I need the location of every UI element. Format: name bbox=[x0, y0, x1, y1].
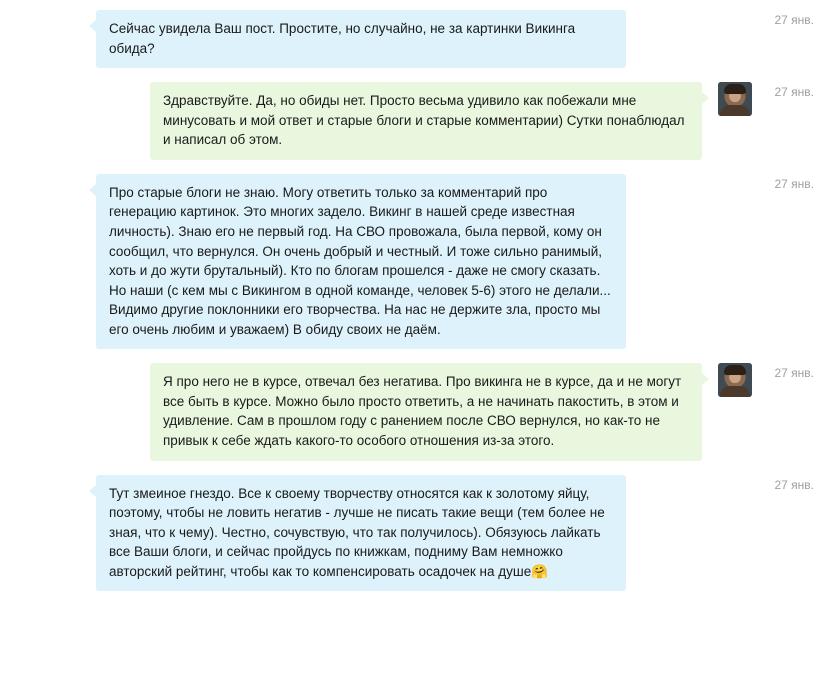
message-row bbox=[0, 363, 822, 460]
message-bubble-wrap bbox=[96, 174, 626, 350]
message-timestamp: 27 янв. bbox=[774, 366, 814, 381]
message-timestamp: 27 янв. bbox=[774, 477, 814, 492]
message-timestamp: 27 янв. bbox=[774, 13, 814, 27]
message-text[interactable]: Здравствуйте. Да, но обиды нет. Просто весьма удивило как побежали мне минусовать и мой ответ и старые блоги и старые комментарии) Сутки понаблюдал и написал об этом. bbox=[150, 82, 702, 160]
message-text[interactable]: Про старые блоги не знаю. Могу ответить только за комментарий про генерацию картинок. Это многих задело. Викинг в нашей среде известная личность). Знаю его не первый год. На СВО провожала, была первой, кому он сообщил, что вернулся. Он очень добрый и честный. И тоже сильно ранимый, хоть и до жути брутальный). Кто по блогам прошелся - даже не смогу сказать. Но наши (с кем мы с Викингом в одной команде, человек 5-6) этого не делали... Видимо другие поклонники его творчества. На нас не держите зла, просто мы его очень любим и уважаем) В обиду своих не даём. bbox=[96, 174, 626, 350]
message-timestamp: 27 янв. bbox=[774, 176, 814, 191]
message-row bbox=[0, 10, 822, 68]
avatar-body-icon bbox=[720, 386, 750, 397]
message-timestamp: 27 янв. bbox=[774, 85, 814, 100]
avatar-hair-icon bbox=[724, 84, 746, 94]
message-bubble-wrap bbox=[150, 363, 702, 460]
avatar-hair-icon bbox=[724, 365, 746, 375]
message-row bbox=[0, 82, 822, 160]
message-row bbox=[0, 174, 822, 350]
message-text[interactable]: Сейчас увидела Ваш пост. Простите, но случайно, не за картинки Викинга обида? bbox=[96, 10, 626, 68]
avatar[interactable] bbox=[718, 363, 752, 397]
message-bubble-wrap bbox=[96, 475, 626, 592]
message-bubble-wrap bbox=[96, 10, 626, 68]
avatar-body-icon bbox=[720, 105, 750, 116]
message-row bbox=[0, 475, 822, 592]
message-bubble-wrap bbox=[150, 82, 702, 160]
message-text[interactable]: Я про него не в курсе, отвечал без негатива. Про викинга не в курсе, да и не могут все быть в курсе. Можно было просто ответить, а не начинать пакостить, в этом и удивление. Сам в прошлом году с ранением после СВО вернулся, но как-то не привык к себе ждать какого-то особого отношения из-за этого. bbox=[150, 363, 702, 460]
avatar[interactable] bbox=[718, 82, 752, 116]
message-text[interactable]: Тут змеиное гнездо. Все к своему творчеству относятся как к золотому яйцу, поэтому, чтобы не ловить негатив - лучше не писать такие вещи (тем более не зная, что к чему). Честно, сочувствую, что так получилось). Обязуюсь лайкать все Ваши блоги, и сейчас пройдусь по книжкам, подниму Вам немножко авторский рейтинг, чтобы как то компенсировать осадочек на душе🤗 bbox=[96, 475, 626, 592]
